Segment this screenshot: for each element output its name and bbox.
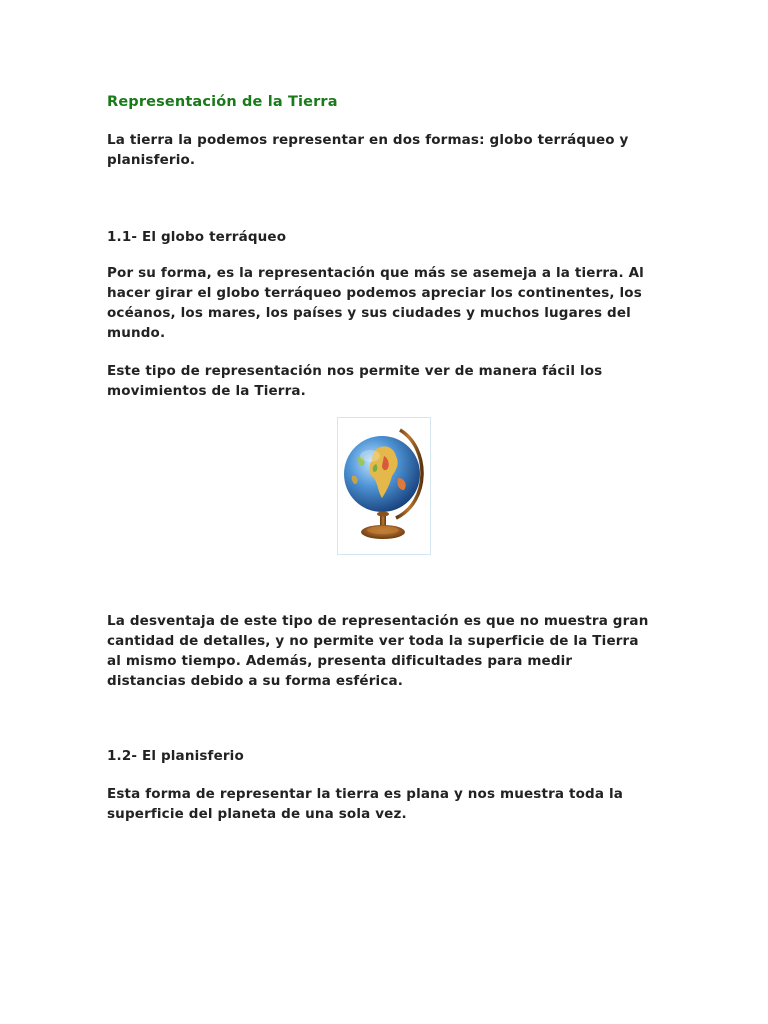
section-heading-globe: 1.1- El globo terráqueo <box>107 229 287 245</box>
globe-image <box>337 417 431 555</box>
page-title: Representación de la Tierra <box>107 94 338 110</box>
planisphere-paragraph: Esta forma de representar la tierra es plana y nos muestra toda la superficie del planeta de una sola vez. <box>107 786 623 822</box>
section-heading-planisphere: 1.2- El planisferio <box>107 748 244 764</box>
globe-description-paragraph: Por su forma, es la representación que más se asemeja a la tierra. Al hacer girar el globo terráqueo podemos apreciar los continentes, los océanos, los mares, los países y sus ciudades y muchos lugares del mundo. <box>107 265 644 341</box>
globe-disadvantage-paragraph: La desventaja de este tipo de representación es que no muestra gran cantidad de detalles, y no permite ver toda la superficie de la Tierra al mismo tiempo. Además, presenta dificultades para medir distancias debido a su forma esférica. <box>107 613 649 689</box>
globe-movements-paragraph: Este tipo de representación nos permite ver de manera fácil los movimientos de la Tierra. <box>107 363 603 399</box>
intro-paragraph: La tierra la podemos representar en dos formas: globo terráqueo y planisferio. <box>107 132 629 168</box>
globe-icon <box>338 418 430 554</box>
